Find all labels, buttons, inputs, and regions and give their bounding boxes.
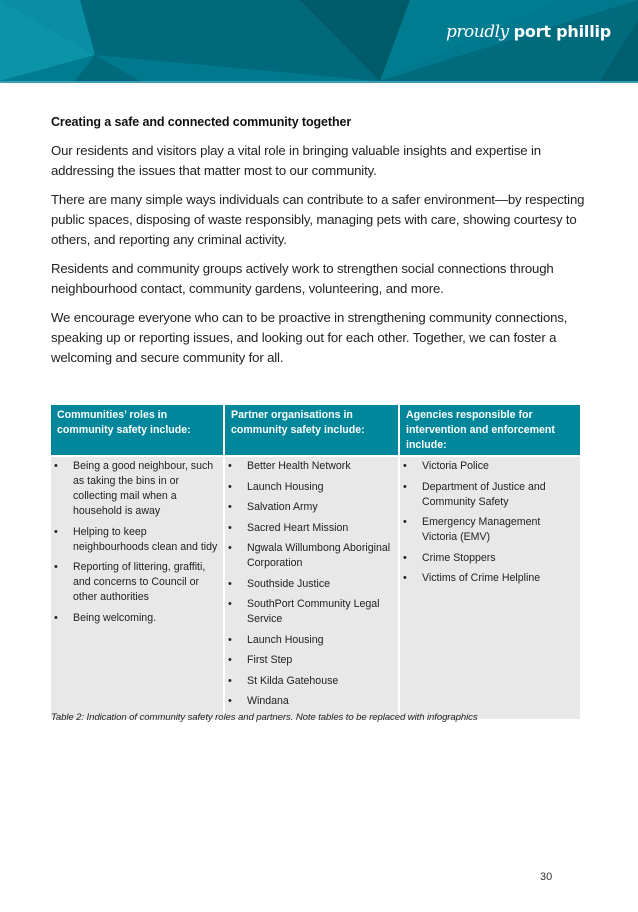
list-item: • Helping to keep neighbourhoods clean and tidy: [51, 525, 219, 555]
list-item: • Crime Stoppers: [400, 551, 576, 566]
list-item: • Sacred Heart Mission: [225, 521, 394, 536]
list-item: • Windana: [225, 694, 394, 709]
banner-divider: [0, 81, 638, 83]
communities-cell: [51, 456, 224, 719]
proudly-port-phillip-logo: [446, 22, 611, 42]
community-safety-roles-table: [51, 405, 580, 719]
paragraph: We encourage everyone who can to be proactive in strengthening community connections, speaking up or reporting issues, and looking out for each other. Together, we can foster a welcoming and secure community for all.: [51, 310, 568, 365]
column-header-partners: Partner organisations in community safety include:: [224, 405, 399, 456]
agencies-list: [400, 459, 576, 586]
list-item: • Emergency Management Victoria (EMV): [400, 515, 576, 545]
list-item: • Southside Justice: [225, 577, 394, 592]
list-item: • Victims of Crime Helpline: [400, 571, 576, 586]
partners-cell: [224, 456, 399, 719]
list-item: • Better Health Network: [225, 459, 394, 474]
column-header-communities: Communities’ roles in community safety include:: [51, 405, 224, 456]
section-content: [51, 115, 591, 377]
agencies-cell: [399, 456, 580, 719]
list-item: • Department of Justice and Community Safety: [400, 480, 576, 510]
paragraph: Our residents and visitors play a vital role in bringing valuable insights and expertise in addressing the issues that matter most to our community.: [51, 143, 541, 178]
table-header-row: [51, 405, 580, 456]
list-item: • Launch Housing: [225, 480, 394, 495]
paragraph: There are many simple ways individuals can contribute to a safer environment—by respecting public spaces, disposing of waste responsibly, managing pets with care, showing courtesy to others, and reporting any criminal activity.: [51, 192, 585, 247]
list-item: • Reporting of littering, graffiti, and concerns to Council or other authorities: [51, 560, 219, 605]
list-item: • St Kilda Gatehouse: [225, 674, 394, 689]
section-heading: Creating a safe and connected community together: [51, 115, 352, 129]
list-item: • First Step: [225, 653, 394, 668]
header-banner: [0, 0, 638, 81]
table-caption: Table 2: Indication of community safety roles and partners. Note tables to be replaced with infographics: [51, 712, 478, 723]
logo-bold-text: port phillip: [513, 22, 612, 41]
list-item: • Being a good neighbour, such as taking the bins in or collecting mail when a household is away: [51, 459, 219, 519]
column-header-agencies: Agencies responsible for intervention and enforcement include:: [399, 405, 580, 456]
logo-script-text: proudly: [446, 22, 509, 42]
partners-list: [225, 459, 394, 709]
page-number: 30: [540, 871, 553, 883]
paragraph: Residents and community groups actively work to strengthen social connections through neighbourhood contact, community gardens, volunteering, and more.: [51, 261, 554, 296]
list-item: • Launch Housing: [225, 633, 394, 648]
list-item: • Salvation Army: [225, 500, 394, 515]
communities-list: [51, 459, 219, 626]
table-body-row: [51, 456, 580, 719]
list-item: • Ngwala Willumbong Aboriginal Corporation: [225, 541, 394, 571]
list-item: • Victoria Police: [400, 459, 576, 474]
list-item: • SouthPort Community Legal Service: [225, 597, 394, 627]
list-item: • Being welcoming.: [51, 611, 219, 626]
